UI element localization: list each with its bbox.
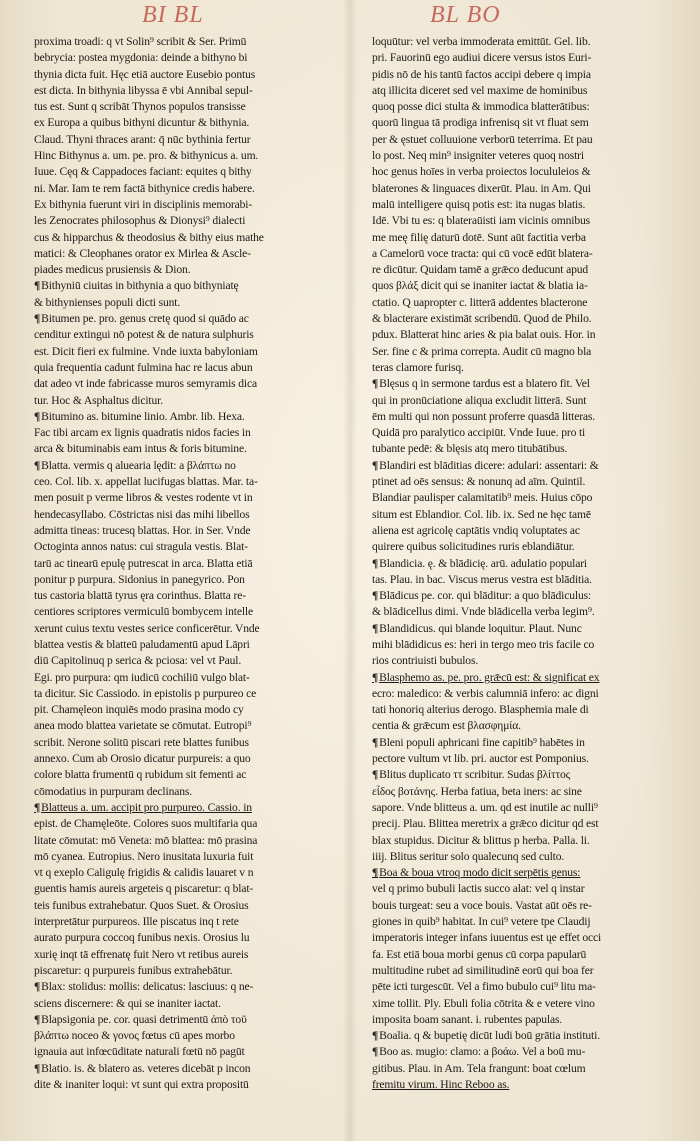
- line-text: precij. Plau. Blittea meretrix a grǣco dicitur qd est: [372, 817, 599, 831]
- entry-start-line: [34, 278, 354, 294]
- line-text: hoc genus hoīes in verba proiectos locululeios &: [372, 165, 591, 179]
- text-line: [34, 963, 354, 979]
- line-text: centiores scriptores vermiculū bombycem intelle: [34, 605, 253, 619]
- text-line: [372, 425, 690, 441]
- text-line: [34, 751, 354, 767]
- line-text: multitudine rubet ad similitudinē eorū qui boa fer: [372, 963, 594, 977]
- line-text: cōmodatius in purpuram declinans.: [34, 784, 192, 798]
- line-text: tus castoria blattā tyrus ęra corinthus. Blatta re-: [34, 589, 246, 603]
- text-line: [372, 963, 690, 979]
- line-text: teras clamore furisq.: [372, 360, 464, 374]
- line-text: Blatio. is. & blatero as. veteres dicebāt p incon: [41, 1061, 251, 1075]
- line-text: quirere quibus solicitudines ruris eblandiātur.: [372, 540, 575, 554]
- text-line: [372, 474, 690, 490]
- line-text: Iuue. Cęq & Cappadoces faciant: equites q bithy: [34, 165, 252, 179]
- paragraph-mark-icon: ¶: [372, 621, 379, 635]
- entry-start-line: [372, 376, 690, 392]
- text-line: [34, 914, 354, 930]
- right-text-column: [372, 34, 690, 1093]
- line-text: arca & bituminabis eam intus & foris bitumine.: [34, 442, 247, 456]
- line-text: & bithynienses populi dicti sunt.: [34, 295, 181, 309]
- text-line: [372, 784, 690, 800]
- line-text: blax stupidus. Dicitur & blittus p herba. Palla. li.: [372, 833, 590, 847]
- line-text: epist. de Chamęleōte. Colores suos multifaria qua: [34, 817, 258, 831]
- line-text: dite & inaniter loqui: vt sunt qui extra propositū: [34, 1078, 249, 1091]
- entry-start-line: [34, 458, 354, 474]
- paragraph-mark-icon: ¶: [34, 409, 41, 423]
- text-line: [34, 865, 354, 881]
- text-line: [372, 637, 690, 653]
- line-text: centia & grǣcum est βλασφημία.: [372, 719, 521, 733]
- text-line: [34, 849, 354, 865]
- line-text: Bithyniū ciuitas in bithynia a quo bithyniatę: [41, 279, 239, 293]
- text-line: [34, 360, 354, 376]
- text-line: [34, 670, 354, 686]
- line-text: blattea vestis & blatteū paludamentū apud Lāpri: [34, 637, 250, 651]
- text-line: [34, 881, 354, 897]
- paragraph-mark-icon: ¶: [372, 735, 379, 749]
- text-line: [372, 197, 690, 213]
- text-line: [372, 702, 690, 718]
- text-line: [372, 132, 690, 148]
- entry-start-line: [372, 735, 690, 751]
- line-text: est. Dicit fieri ex fulmine. Vnde iuxta babyloniam: [34, 344, 258, 358]
- line-text: tas. Plau. in bac. Viscus merus vestra est blāditia.: [372, 572, 592, 586]
- text-line: [372, 490, 690, 506]
- text-line: [34, 539, 354, 555]
- line-text: pri. Fauorinū ego audiui dicere versus istos Euri-: [372, 51, 592, 65]
- line-text: ēm multi qui non possunt proferre quasdā litteras.: [372, 409, 596, 423]
- text-line: [34, 393, 354, 409]
- line-text: Ser. fine c & prima correpta. Audit cū magno bla: [372, 344, 592, 358]
- line-text: lo post. Neq min⁹ insigniter veteres quoq nostri: [372, 149, 584, 163]
- text-line: [34, 588, 354, 604]
- line-text: me meę filię daturū dotē. Sunt aūt factitia verba: [372, 230, 586, 244]
- line-text: rios contriuisti bubulos.: [372, 654, 479, 668]
- line-text: Bleni populi aphricani fine capitib⁹ habētes in: [379, 735, 585, 749]
- text-line: [34, 67, 354, 83]
- line-text: quia frequentia cadunt fulmina hac re lacus abun: [34, 360, 253, 374]
- text-line: [372, 230, 690, 246]
- line-text: piscaretur: q purpureis funibus extrahebātur.: [34, 963, 233, 977]
- line-text: pit. Chamęleon inquiēs modo prasina modo cy: [34, 703, 244, 717]
- line-text: imposita boam sanant. i. rubentes papulas.: [372, 1012, 563, 1026]
- text-line: [372, 604, 690, 620]
- line-text: βλάπτω noceo & γονος fœtus cū apes morbo: [34, 1029, 235, 1043]
- text-line: [372, 409, 690, 425]
- text-line: [372, 148, 690, 164]
- text-line: [34, 947, 354, 963]
- paragraph-mark-icon: ¶: [34, 279, 41, 293]
- line-text: re dicūtur. Quidam tamē a grǣco deducunt apud: [372, 263, 589, 277]
- line-text: giones in quib⁹ habitat. In cui⁹ vetere tpe Claudij: [372, 915, 591, 929]
- text-line: [34, 99, 354, 115]
- line-text: cenditur extingui nō potest & de natura sulphuris: [34, 328, 254, 342]
- text-line: [372, 800, 690, 816]
- text-line: [372, 164, 690, 180]
- line-text: situm est Eblandior. Col. lib. ix. Sed ne hęc tamē: [372, 507, 591, 521]
- text-line: [372, 751, 690, 767]
- entry-start-line: [34, 1012, 354, 1028]
- text-line: [34, 181, 354, 197]
- text-line: [372, 311, 690, 327]
- paragraph-mark-icon: ¶: [34, 800, 41, 814]
- text-line: [34, 327, 354, 343]
- text-line: [372, 34, 690, 50]
- text-line: [34, 50, 354, 66]
- entry-start-line: [372, 588, 690, 604]
- text-line: [34, 132, 354, 148]
- paragraph-mark-icon: ¶: [34, 458, 41, 472]
- text-line: [372, 327, 690, 343]
- line-text: ex Europa a quibus bithyni dicuntur & bithynia.: [34, 116, 250, 130]
- text-line: [372, 653, 690, 669]
- text-line: [34, 604, 354, 620]
- text-line: [372, 262, 690, 278]
- line-text: Blatteus a. um. accipit pro purpureo. Cassio. in: [41, 800, 252, 814]
- line-text: anea modo blattea varietate se cōmutat. Eutropi⁹: [34, 719, 252, 733]
- line-text: mihi blādidicus es: heri in tergo meo tris facile co: [372, 637, 595, 651]
- entry-start-line: [372, 556, 690, 572]
- line-text: qui in pronūciatione aliqua excludit litterā. Sunt: [372, 393, 587, 407]
- line-text: sciens discernere: & qui se inaniter iactat.: [34, 996, 221, 1010]
- entry-start-line: [34, 800, 354, 816]
- text-line: [34, 833, 354, 849]
- text-line: [372, 539, 690, 555]
- line-text: scribit. Nerone solitū piscari rete blattes funibus: [34, 735, 249, 749]
- line-text: Blapsigonia pe. cor. quasi detrimentū ἀπὸ τοῦ: [41, 1012, 247, 1026]
- text-line: [34, 996, 354, 1012]
- line-text: Bitumino as. bitumine linio. Ambr. lib. Hexa.: [41, 409, 245, 423]
- paragraph-mark-icon: ¶: [372, 377, 379, 391]
- text-line: [34, 1044, 354, 1060]
- text-line: [34, 523, 354, 539]
- line-text: ta dicitur. Sic Cassiodo. in epistolis p purpureo ce: [34, 686, 257, 700]
- text-line: [372, 1077, 690, 1093]
- line-text: Claud. Thyni thraces arant: q̄ nūc bythinia fertur: [34, 132, 251, 146]
- line-text: diū Capitolinuq p serica & pciosa: vel vt Paul.: [34, 654, 242, 668]
- line-text: pdux. Blatterat hinc aries & pia balat ouis. Hor. in: [372, 328, 596, 342]
- line-text: Fac tibi arcam ex lignis quadratis nidos facies in: [34, 426, 251, 440]
- text-line: [34, 653, 354, 669]
- text-line: [372, 523, 690, 539]
- text-line: [34, 344, 354, 360]
- text-line: [34, 621, 354, 637]
- text-line: [34, 115, 354, 131]
- line-text: ignauia aut infœcūditate naturali fœtū nō pagūt: [34, 1045, 245, 1059]
- line-text: bouis turgeat: seu a voce bouis. Vastat aūt oēs re-: [372, 898, 592, 912]
- entry-start-line: [34, 1061, 354, 1077]
- line-text: aliena est agricolę captātis vndiq voluptates ac: [372, 523, 580, 537]
- text-line: [372, 979, 690, 995]
- line-text: quoq posse dici stulta & immodica blatterātibus:: [372, 100, 590, 114]
- line-text: admitta tineas: trucesq blattas. Hor. in Ser. Vnde: [34, 523, 251, 537]
- line-text: annexo. Cum ab Orosio dicatur purpureis: a quo: [34, 752, 251, 766]
- line-text: Blax: stolidus: mollis: delicatus: lasciuus: q ne-: [41, 980, 254, 994]
- paragraph-mark-icon: ¶: [372, 589, 379, 603]
- left-text-column: [34, 34, 354, 1093]
- text-line: [34, 490, 354, 506]
- text-line: [372, 930, 690, 946]
- line-text: proxima troadi: q vt Solin⁹ scribit & Ser. Primū: [34, 35, 247, 48]
- line-text: les Zenocrates philosophus & Dionysi⁹ dialecti: [34, 214, 246, 228]
- line-text: interpretātur purpureos. Ille piscatus inq t rete: [34, 915, 239, 929]
- text-line: [372, 833, 690, 849]
- text-line: [34, 425, 354, 441]
- line-text: & blacterare existimāt scribendū. Quod de Philo.: [372, 312, 592, 326]
- line-text: tur. Hoc & Asphaltus dicitur.: [34, 393, 163, 407]
- line-text: atq illicita diceret sed vel maxime de hominibus: [372, 83, 588, 97]
- line-text: ceo. Col. lib. x. appellat lucifugas blattas. Mar. ta-: [34, 475, 258, 489]
- line-text: iiij. Blitus seritur solo qualecunq sed culto.: [372, 849, 565, 863]
- text-line: [372, 507, 690, 523]
- line-text: guentis hamis aureis argeteis q piscaretur: q blat-: [34, 882, 254, 896]
- entry-start-line: [34, 409, 354, 425]
- text-line: [372, 947, 690, 963]
- line-text: pidis nō de his tantū factos accipi debere q impia: [372, 67, 591, 81]
- paragraph-mark-icon: ¶: [372, 1045, 379, 1059]
- line-text: bebrycia: postea mygdonia: deinde a bithyno bi: [34, 51, 248, 65]
- paragraph-mark-icon: ¶: [372, 1029, 379, 1043]
- text-line: [34, 230, 354, 246]
- text-line: [372, 914, 690, 930]
- line-text: Boa & boua vtroq modo dicit serpētis genus:: [379, 866, 581, 880]
- entry-start-line: [34, 979, 354, 995]
- text-line: [34, 507, 354, 523]
- line-text: litate cōmutat: mō Veneta: mō blattea: mō prasina: [34, 833, 258, 847]
- line-text: Blandiar paulisper calamitatib⁹ meis. Huius cōpo: [372, 491, 593, 505]
- text-line: [34, 556, 354, 572]
- text-line: [34, 930, 354, 946]
- line-text: piades medicus prusiensis & Dion.: [34, 263, 191, 277]
- line-text: tarū ac tinearū epulę putrescat in arca. Blatta etiā: [34, 556, 253, 570]
- text-line: [34, 784, 354, 800]
- line-text: Blęsus q in sermone tardus est a blatero fit. Vel: [379, 377, 590, 391]
- line-text: Octoginta annos natus: cui stragula vestis. Blat-: [34, 540, 248, 554]
- entry-start-line: [372, 458, 690, 474]
- text-line: [372, 572, 690, 588]
- text-line: [372, 181, 690, 197]
- line-text: quorū lingua tā prodiga infrenisq sit vt fluat sem: [372, 116, 589, 130]
- text-line: [372, 881, 690, 897]
- line-text: colore blatta frumentū q rubidum sit fementi ac: [34, 768, 247, 782]
- line-text: tubante pedē: & blęsis atq mero titubātibus.: [372, 442, 568, 456]
- entry-start-line: [372, 1044, 690, 1060]
- text-line: [372, 360, 690, 376]
- line-text: Blasphemo as. pe. pro. grǣcū est: & significat ex: [379, 670, 600, 684]
- line-text: & blādicellus dimi. Vnde blādicella verba legim⁹.: [372, 605, 595, 619]
- line-text: men posuit p verme libros & vestes rodente vt in: [34, 491, 253, 505]
- line-text: xerunt cuius textu vestes serice conficerētur. Vnde: [34, 621, 260, 635]
- text-line: [372, 686, 690, 702]
- text-line: [372, 213, 690, 229]
- line-text: mō cyanea. Eutropius. Nero inusitata luxuria fuit: [34, 849, 254, 863]
- text-line: [372, 718, 690, 734]
- text-line: [372, 849, 690, 865]
- running-head-left: BI BL: [142, 2, 204, 28]
- line-text: tus est. Sunt q scribāt Thynos populos transisse: [34, 100, 246, 114]
- line-text: Blitus duplicato ττ scribitur. Sudas βλίττος: [379, 768, 571, 782]
- text-line: [372, 83, 690, 99]
- line-text: ponitur p purpura. Sidonius in panegyrico. Pon: [34, 572, 245, 586]
- paragraph-mark-icon: ¶: [372, 458, 379, 472]
- entry-start-line: [372, 767, 690, 783]
- text-line: [34, 441, 354, 457]
- line-text: vel q primo bubuli lactis succo alat: vel q instar: [372, 882, 585, 896]
- line-text: hendecasyllabo. Cōstrictas nisi das mihi libellos: [34, 507, 250, 521]
- line-text: loquūtur: vel verba immoderata emittūt. Gel. lib.: [372, 35, 591, 48]
- paragraph-mark-icon: ¶: [372, 866, 379, 880]
- text-line: [372, 996, 690, 1012]
- text-line: [34, 34, 354, 50]
- paragraph-mark-icon: ¶: [34, 312, 41, 326]
- text-line: [34, 898, 354, 914]
- entry-start-line: [34, 311, 354, 327]
- text-line: [372, 898, 690, 914]
- text-line: [34, 376, 354, 392]
- text-line: [372, 67, 690, 83]
- paragraph-mark-icon: ¶: [372, 556, 379, 570]
- text-line: [34, 702, 354, 718]
- line-text: Blandidicus. qui blande loquitur. Plaut. Nunc: [379, 621, 582, 635]
- entry-start-line: [372, 1028, 690, 1044]
- text-line: [34, 246, 354, 262]
- line-text: per & ęstuet colluuione verborū teterrima. Et pau: [372, 132, 593, 146]
- line-text: ecro: maledico: & verbis calumniā infero: ac digni: [372, 686, 599, 700]
- line-text: thynia dicta fuit. Hęc etiā auctore Eusebio pontus: [34, 67, 256, 81]
- line-text: ctatio. Q uapropter c. litterā addentes blacterone: [372, 295, 588, 309]
- text-line: [372, 344, 690, 360]
- line-text: Quidā pro paralytico accipiūt. Vnde Iuue. pro ti: [372, 426, 586, 440]
- line-text: xime tollit. Ply. Ebuli folia cōtrita & e vetere vino: [372, 996, 595, 1010]
- text-line: [34, 83, 354, 99]
- paragraph-mark-icon: ¶: [34, 1012, 41, 1026]
- entry-start-line: [372, 670, 690, 686]
- line-text: imperatoris integer infans iuuentus est ųe effet occi: [372, 931, 602, 945]
- line-text: Blandiri est blāditias dicere: adulari: assentari: &: [379, 458, 599, 472]
- text-line: [34, 735, 354, 751]
- text-line: [372, 816, 690, 832]
- line-text: ni. Mar. Iam te rem factā bithynice credis habere.: [34, 181, 255, 195]
- text-line: [372, 278, 690, 294]
- text-line: [34, 197, 354, 213]
- line-text: sapore. Vnde blitteus a. um. qd est inutile ac nulli⁹: [372, 800, 598, 814]
- line-text: gitibus. Plau. in Am. Tela frangunt: boat cœlum: [372, 1061, 586, 1075]
- paragraph-mark-icon: ¶: [372, 768, 379, 782]
- line-text: Idē. Vbi tu es: q blateraūisti iam vicinis omnibus: [372, 214, 591, 228]
- line-text: Ex bithynia fuerunt viri in disciplinis memorabi-: [34, 197, 253, 211]
- text-line: [34, 1077, 354, 1093]
- entry-start-line: [372, 621, 690, 637]
- text-line: [34, 213, 354, 229]
- line-text: cus & hipparchus & theodosius & bithy eius mathe: [34, 230, 264, 244]
- text-line: [34, 572, 354, 588]
- text-line: [34, 686, 354, 702]
- text-line: [34, 295, 354, 311]
- line-text: Blandicia. ę. & blādicię. arū. adulatio populari: [379, 556, 587, 570]
- running-head-right: BL BO: [430, 2, 501, 28]
- text-line: [34, 474, 354, 490]
- text-line: [34, 767, 354, 783]
- line-text: quos βλάξ dicit qui se inaniter iactat & blatia ia-: [372, 279, 588, 293]
- line-text: a Camelorū voce tracta: qui cū vocē edūt blatera-: [372, 246, 593, 260]
- text-line: [34, 164, 354, 180]
- line-text: pectore vultum vt lib. pri. auctor est Pomponius.: [372, 752, 589, 766]
- line-text: Bitumen pe. pro. genus cretę quod si quādo ac: [41, 312, 249, 326]
- text-line: [34, 148, 354, 164]
- text-line: [372, 295, 690, 311]
- line-text: xurię inqt tā effrenatę fuit Nero vt retibus aureis: [34, 947, 249, 961]
- line-text: εἶδος βοτάνης. Herba fatiua, beta iners: ac sine: [372, 784, 582, 798]
- text-line: [372, 50, 690, 66]
- line-text: blaterones & linguaces dixerūt. Plau. in Am. Qui: [372, 181, 591, 195]
- line-text: Blatta. vermis q aluearia lędit: a βλάπτω no: [41, 458, 236, 472]
- line-text: teis funibus extrahebatur. Quos Suet. & Orosius: [34, 898, 249, 912]
- text-line: [372, 393, 690, 409]
- paragraph-mark-icon: ¶: [34, 1061, 41, 1075]
- entry-start-line: [372, 865, 690, 881]
- line-text: fa. Est etiā boua morbi genus cū corpa papularū: [372, 947, 587, 961]
- line-text: Boalia. q & bupetię dicūt ludi boū grātia instituti.: [379, 1029, 600, 1043]
- line-text: tati honoriq alterius derogo. Blasphemia male di: [372, 703, 589, 717]
- line-text: matici: & Cleophanes orator ex Mirlea & Ascle-: [34, 246, 251, 260]
- line-text: Boo as. mugio: clamo: a βοάω. Vel a boū mu-: [379, 1045, 586, 1059]
- line-text: vt q exeplo Caligulę frigidis & calidis lauaret v n: [34, 866, 254, 880]
- line-text: pēte icti turgescūt. Vel a fimo bubulo cui⁹ litu ma-: [372, 980, 596, 994]
- text-line: [372, 115, 690, 131]
- text-line: [34, 262, 354, 278]
- text-line: [372, 1061, 690, 1077]
- line-text: aurato purpura coccoq funibus nexis. Orosius lu: [34, 931, 250, 945]
- paragraph-mark-icon: ¶: [372, 670, 379, 684]
- paragraph-mark-icon: ¶: [34, 980, 41, 994]
- line-text: est dicta. In bithynia libyssa ē vbi Annibal sepul-: [34, 83, 253, 97]
- text-line: [372, 99, 690, 115]
- line-text: Hinc Bithynus a. um. pe. pro. & bithynicus a. um.: [34, 149, 259, 163]
- text-line: [34, 816, 354, 832]
- line-text: dat adeo vt inde fabricasse muros semyramis dica: [34, 377, 257, 391]
- line-text: ptinet ad oēs sensus: & nonunq ad aīm. Quintil.: [372, 475, 586, 489]
- text-line: [34, 637, 354, 653]
- text-line: [34, 718, 354, 734]
- text-line: [34, 1028, 354, 1044]
- line-text: Blādicus pe. cor. qui blāditur: a quo blādiculus:: [379, 589, 592, 603]
- text-line: [372, 246, 690, 262]
- line-text: fremitu virum. Hinc Reboo as.: [372, 1078, 510, 1091]
- text-line: [372, 441, 690, 457]
- line-text: Egi. pro purpura: qm iudicū cochiliū vulgo blat-: [34, 670, 250, 684]
- line-text: malū intelligere quisq potis est: ita nugas blatis.: [372, 197, 586, 211]
- text-line: [372, 1012, 690, 1028]
